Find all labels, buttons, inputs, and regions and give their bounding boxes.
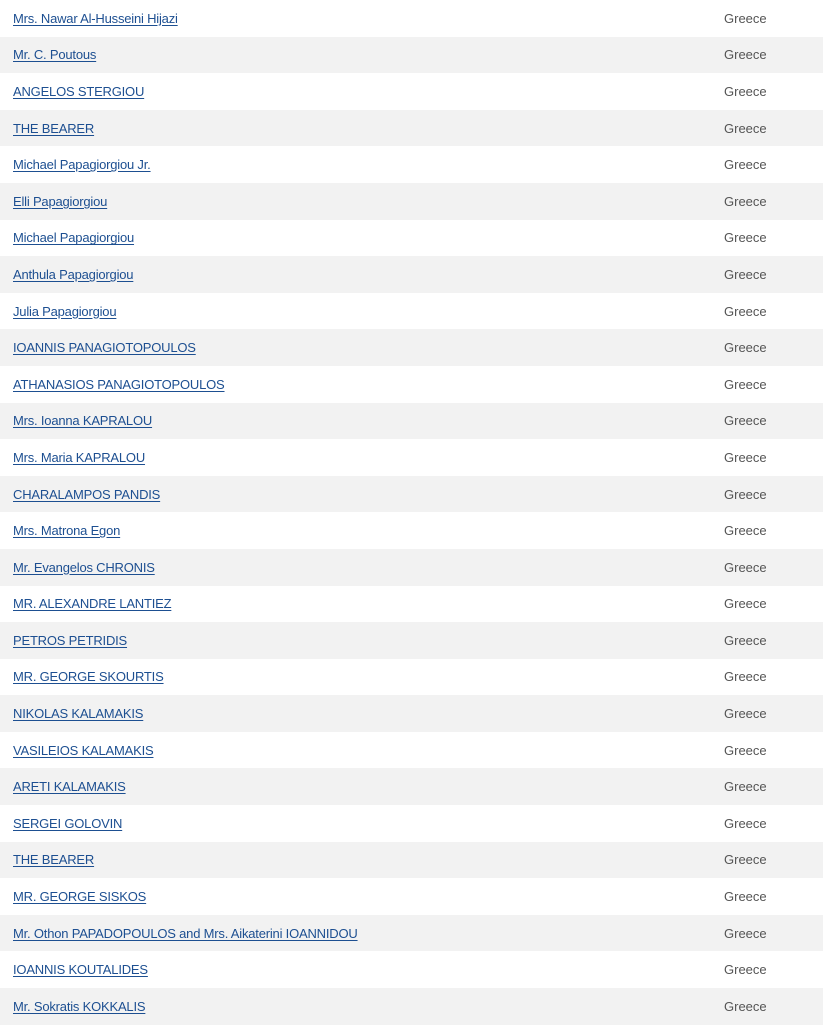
table-row xyxy=(0,768,823,805)
table-row xyxy=(0,549,823,586)
country-cell: Greece xyxy=(724,559,767,575)
table-row xyxy=(0,366,823,403)
entity-name-link[interactable]: ARETI KALAMAKIS xyxy=(13,779,126,795)
entity-name-link[interactable]: MR. ALEXANDRE LANTIEZ xyxy=(13,596,172,612)
country-cell: Greece xyxy=(724,925,767,941)
table-row xyxy=(0,695,823,732)
country-cell: Greece xyxy=(724,962,767,978)
table-row xyxy=(0,951,823,988)
entity-name-link[interactable]: Mr. Sokratis KOKKALIS xyxy=(13,998,146,1014)
entity-name-link[interactable]: Mrs. Maria KAPRALOU xyxy=(13,449,146,465)
country-cell: Greece xyxy=(724,596,767,612)
country-cell: Greece xyxy=(724,815,767,831)
country-cell: Greece xyxy=(724,120,767,136)
country-cell: Greece xyxy=(724,303,767,319)
entity-name-link[interactable]: Julia Papagiorgiou xyxy=(13,303,117,319)
entity-name-link[interactable]: VASILEIOS KALAMAKIS xyxy=(13,742,154,758)
table-row xyxy=(0,73,823,110)
country-cell: Greece xyxy=(724,10,767,26)
table-row xyxy=(0,732,823,769)
entity-name-link[interactable]: Mrs. Nawar Al-Husseini Hijazi xyxy=(13,10,178,26)
table-row xyxy=(0,512,823,549)
table-row xyxy=(0,915,823,952)
table-row xyxy=(0,659,823,696)
entity-name-link[interactable]: Mr. C. Poutous xyxy=(13,47,97,63)
entity-name-link[interactable]: ANGELOS STERGIOU xyxy=(13,83,145,99)
entity-name-link[interactable]: NIKOLAS KALAMAKIS xyxy=(13,706,144,722)
table-row xyxy=(0,403,823,440)
country-cell: Greece xyxy=(724,852,767,868)
table-row xyxy=(0,293,823,330)
country-cell: Greece xyxy=(724,157,767,173)
table-row xyxy=(0,183,823,220)
country-cell: Greece xyxy=(724,266,767,282)
entity-name-link[interactable]: Mr. Othon PAPADOPOULOS and Mrs. Aikaterini IOANNIDOU xyxy=(13,925,358,941)
country-cell: Greece xyxy=(724,889,767,905)
entity-name-link[interactable]: MR. GEORGE SISKOS xyxy=(13,889,147,905)
entity-name-link[interactable]: THE BEARER xyxy=(13,852,95,868)
country-cell: Greece xyxy=(724,669,767,685)
country-cell: Greece xyxy=(724,193,767,209)
entity-name-link[interactable]: MR. GEORGE SKOURTIS xyxy=(13,669,164,685)
entity-name-link[interactable]: IOANNIS KOUTALIDES xyxy=(13,962,148,978)
country-cell: Greece xyxy=(724,340,767,356)
table-row xyxy=(0,476,823,513)
entity-name-link[interactable]: SERGEI GOLOVIN xyxy=(13,815,123,831)
country-cell: Greece xyxy=(724,523,767,539)
table-row xyxy=(0,586,823,623)
country-cell: Greece xyxy=(724,486,767,502)
entity-name-link[interactable]: THE BEARER xyxy=(13,120,95,136)
entity-name-link[interactable]: ATHANASIOS PANAGIOTOPOULOS xyxy=(13,376,225,392)
table-row xyxy=(0,842,823,879)
country-cell: Greece xyxy=(724,742,767,758)
country-cell: Greece xyxy=(724,376,767,392)
country-cell: Greece xyxy=(724,998,767,1014)
country-cell: Greece xyxy=(724,632,767,648)
entity-name-link[interactable]: Elli Papagiorgiou xyxy=(13,193,108,209)
table-row xyxy=(0,37,823,74)
table-row xyxy=(0,988,823,1025)
table-row xyxy=(0,439,823,476)
table-row xyxy=(0,220,823,257)
entity-name-link[interactable]: Mrs. Matrona Egon xyxy=(13,523,121,539)
table-row xyxy=(0,622,823,659)
country-cell: Greece xyxy=(724,230,767,246)
country-cell: Greece xyxy=(724,83,767,99)
country-cell: Greece xyxy=(724,449,767,465)
table-row xyxy=(0,329,823,366)
country-cell: Greece xyxy=(724,779,767,795)
entity-name-link[interactable]: CHARALAMPOS PANDIS xyxy=(13,486,161,502)
country-cell: Greece xyxy=(724,47,767,63)
entity-name-link[interactable]: IOANNIS PANAGIOTOPOULOS xyxy=(13,340,196,356)
table-row xyxy=(0,146,823,183)
entity-name-link[interactable]: PETROS PETRIDIS xyxy=(13,632,128,648)
entity-name-link[interactable]: Mr. Evangelos CHRONIS xyxy=(13,559,155,575)
country-cell: Greece xyxy=(724,706,767,722)
entity-name-link[interactable]: Anthula Papagiorgiou xyxy=(13,266,134,282)
entity-name-link[interactable]: Mrs. Ioanna KAPRALOU xyxy=(13,413,153,429)
table-row xyxy=(0,110,823,147)
entity-name-link[interactable]: Michael Papagiorgiou xyxy=(13,230,135,246)
table-row xyxy=(0,256,823,293)
table-row xyxy=(0,878,823,915)
country-cell: Greece xyxy=(724,413,767,429)
entity-name-link[interactable]: Michael Papagiorgiou Jr. xyxy=(13,157,151,173)
table-row xyxy=(0,805,823,842)
table-row xyxy=(0,0,823,37)
